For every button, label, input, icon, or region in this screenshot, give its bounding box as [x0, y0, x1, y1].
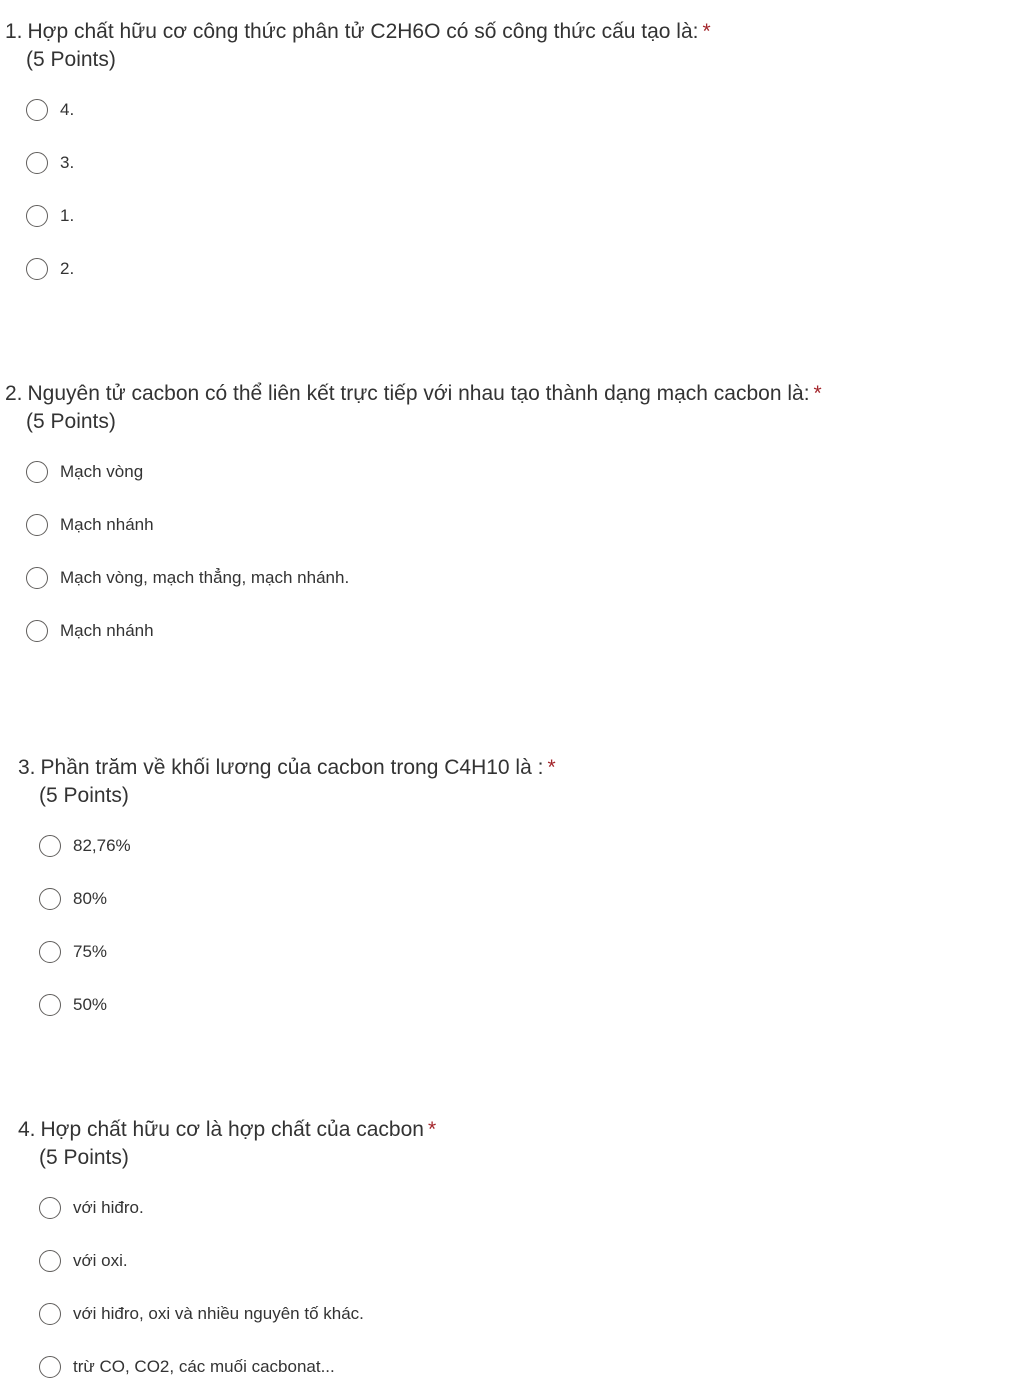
option-choice[interactable]	[26, 136, 711, 189]
radio-button[interactable]	[26, 514, 48, 536]
options-group	[39, 1181, 436, 1393]
question-text: Hợp chất hữu cơ là hợp chất của cacbon	[40, 1118, 424, 1141]
option-label: 50%	[73, 994, 108, 1014]
question-1	[5, 18, 711, 295]
option-choice[interactable]	[26, 498, 822, 551]
question-number: 2.	[5, 382, 23, 405]
question-points: (5 Points)	[39, 784, 129, 807]
option-label: 2.	[60, 258, 75, 278]
option-choice[interactable]	[39, 1287, 436, 1340]
question-2	[5, 380, 822, 657]
option-choice[interactable]	[39, 978, 556, 1031]
option-choice[interactable]	[26, 189, 711, 242]
question-number: 3.	[18, 756, 36, 779]
option-label: Mạch nhánh	[60, 514, 154, 534]
question-3	[18, 754, 556, 1031]
radio-button[interactable]	[39, 835, 61, 857]
options-group	[39, 819, 556, 1031]
option-choice[interactable]	[26, 604, 822, 657]
option-choice[interactable]	[39, 1340, 436, 1393]
question-4	[18, 1116, 436, 1393]
question-title	[5, 18, 711, 46]
radio-button[interactable]	[39, 1303, 61, 1325]
question-title	[5, 380, 822, 408]
radio-button[interactable]	[39, 1197, 61, 1219]
option-label: với oxi.	[73, 1250, 128, 1270]
option-label: Mạch vòng	[60, 461, 144, 481]
option-label: 4.	[60, 99, 75, 119]
option-choice[interactable]	[39, 1181, 436, 1234]
radio-button[interactable]	[26, 152, 48, 174]
option-label: trừ CO, CO2, các muối cacbonat...	[73, 1356, 335, 1376]
option-choice[interactable]	[26, 242, 711, 295]
radio-button[interactable]	[39, 888, 61, 910]
radio-button[interactable]	[26, 461, 48, 483]
radio-button[interactable]	[39, 1356, 61, 1378]
radio-button[interactable]	[39, 994, 61, 1016]
question-points: (5 Points)	[39, 1146, 129, 1169]
radio-button[interactable]	[39, 941, 61, 963]
option-label: 1.	[60, 205, 75, 225]
option-choice[interactable]	[39, 925, 556, 978]
question-text: Phần trăm về khối lương của cacbon trong C4H10 là :	[40, 756, 544, 779]
option-choice[interactable]	[39, 1234, 436, 1287]
option-choice[interactable]	[26, 551, 822, 604]
question-text: Hợp chất hữu cơ công thức phân tử C2H6O có số công thức cấu tạo là:	[27, 20, 699, 43]
option-choice[interactable]	[39, 819, 556, 872]
options-group	[26, 83, 711, 295]
option-choice[interactable]	[26, 445, 822, 498]
question-points: (5 Points)	[26, 410, 116, 433]
option-label: 3.	[60, 152, 75, 172]
option-label: với hiđro, oxi và nhiều nguyên tố khác.	[73, 1303, 364, 1323]
radio-button[interactable]	[26, 620, 48, 642]
radio-button[interactable]	[26, 258, 48, 280]
radio-button[interactable]	[26, 205, 48, 227]
radio-button[interactable]	[26, 567, 48, 589]
option-choice[interactable]	[39, 872, 556, 925]
required-asterisk: *	[813, 382, 822, 405]
question-text: Nguyên tử cacbon có thể liên kết trực tiếp với nhau tạo thành dạng mạch cacbon là:	[27, 382, 810, 405]
required-asterisk: *	[547, 756, 556, 779]
option-label: Mạch vòng, mạch thẳng, mạch nhánh.	[60, 567, 350, 587]
option-label: 80%	[73, 888, 108, 908]
question-number: 1.	[5, 20, 23, 43]
options-group	[26, 445, 822, 657]
required-asterisk: *	[702, 20, 711, 43]
question-title	[18, 1116, 436, 1144]
option-label: 75%	[73, 941, 108, 961]
required-asterisk: *	[427, 1118, 437, 1141]
radio-button[interactable]	[39, 1250, 61, 1272]
question-number: 4.	[18, 1118, 36, 1141]
option-label: với hiđro.	[73, 1197, 144, 1217]
option-label: 82,76%	[73, 835, 131, 855]
radio-button[interactable]	[26, 99, 48, 121]
question-title	[18, 754, 556, 782]
option-label: Mạch nhánh	[60, 620, 154, 640]
question-points: (5 Points)	[26, 48, 116, 71]
option-choice[interactable]	[26, 83, 711, 136]
